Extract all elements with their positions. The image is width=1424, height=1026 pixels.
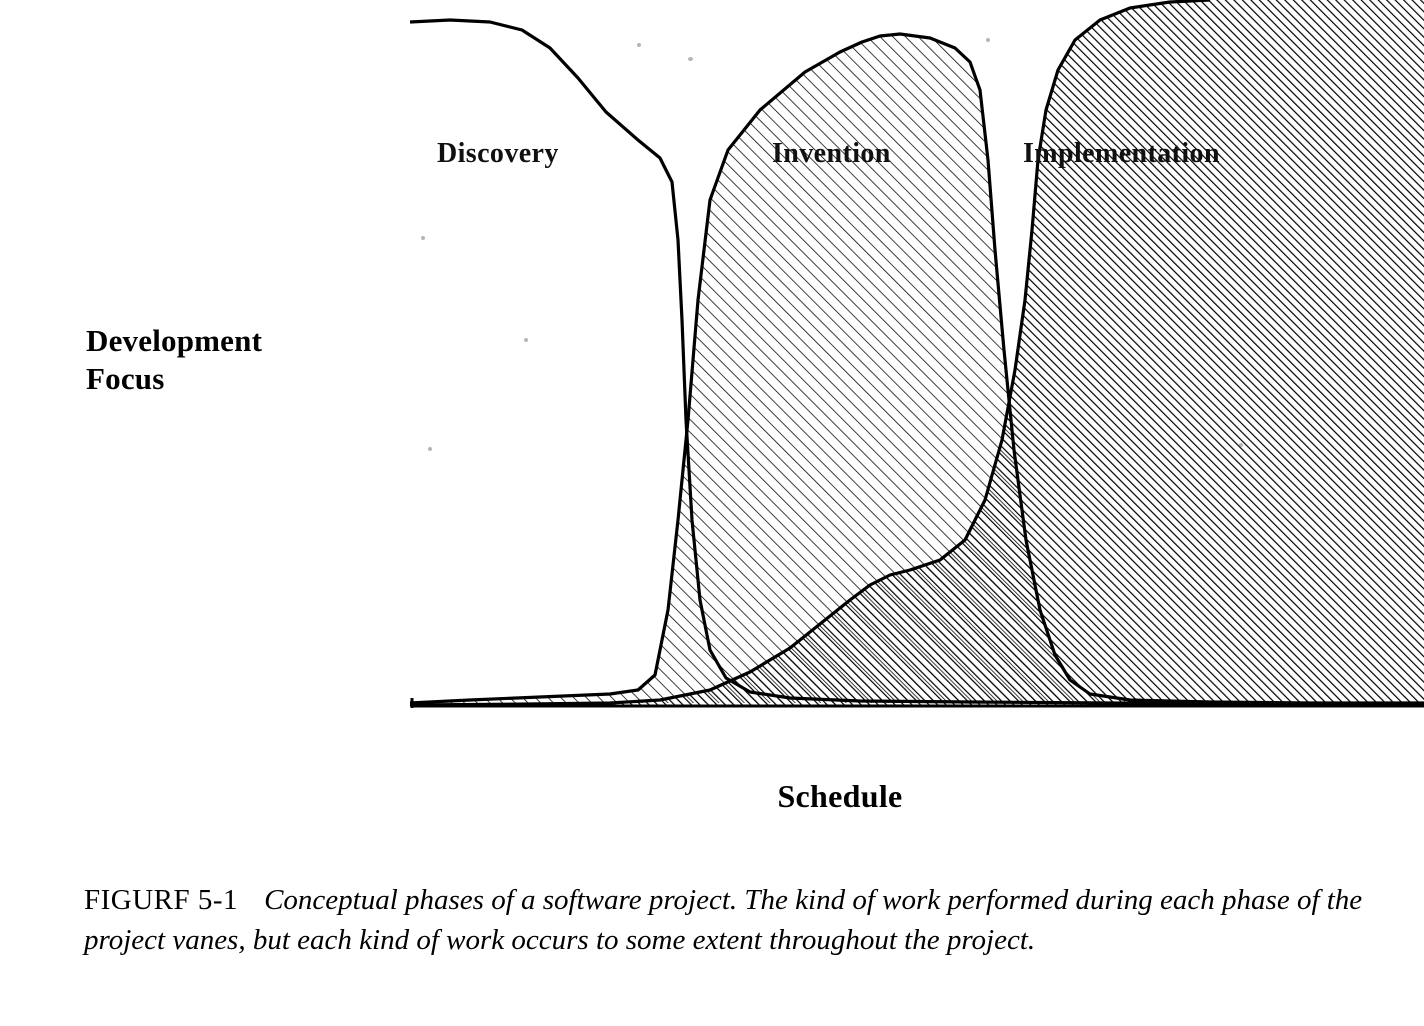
phase-label-invention: Invention [772, 138, 891, 169]
scan-speck [637, 43, 641, 47]
y-axis-label [86, 322, 386, 398]
figure-caption-number: FIGURF 5-1 [84, 884, 239, 916]
x-axis-label: Schedule [777, 778, 903, 814]
scan-speck [421, 236, 425, 240]
scan-speck [524, 338, 528, 342]
figure-caption [84, 880, 1364, 960]
phase-label-discovery: Discovery [437, 138, 559, 169]
y-axis-label-line2: Focus [86, 361, 165, 396]
scan-speck [1239, 443, 1243, 447]
chart-svg [410, 0, 1424, 725]
scan-speck [688, 57, 693, 61]
y-axis-label-line1: Development [86, 323, 263, 358]
chart-plot-area [410, 0, 1424, 725]
figure-caption-text: Conceptual phases of a software project. The kind of work performed during each phase of the project vanes, but each kind of work occurs to some extent throughout the project. [84, 884, 1363, 956]
scan-speck [986, 38, 990, 42]
phase-label-implementation: Implementation [1023, 138, 1220, 169]
scan-speck [428, 447, 432, 451]
